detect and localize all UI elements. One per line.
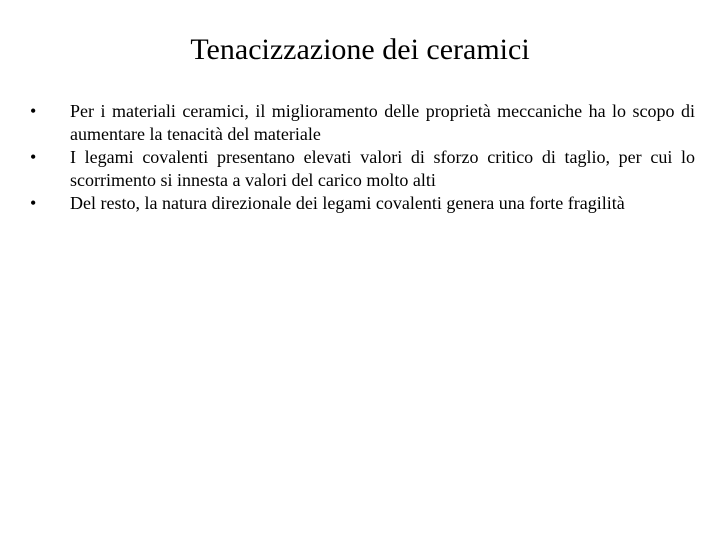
bullet-text: Per i materiali ceramici, il miglioramento delle proprietà meccaniche ha lo scopo di aumentare la tenacità del materiale	[70, 101, 695, 144]
bullet-dot-icon: •	[30, 101, 37, 121]
bullet-dot-icon: •	[30, 193, 37, 213]
bullet-dot-icon: •	[30, 147, 37, 167]
bullet-item	[30, 146, 695, 192]
bullet-list	[30, 100, 695, 215]
bullet-text: Del resto, la natura direzionale dei legami covalenti genera una forte fragilità	[70, 193, 625, 213]
bullet-item	[30, 192, 695, 215]
bullet-item	[30, 100, 695, 146]
bullet-text: I legami covalenti presentano elevati valori di sforzo critico di taglio, per cui lo scorrimento si innesta a valori del carico molto alti	[70, 147, 695, 190]
slide-title: Tenacizzazione dei ceramici	[190, 33, 530, 66]
